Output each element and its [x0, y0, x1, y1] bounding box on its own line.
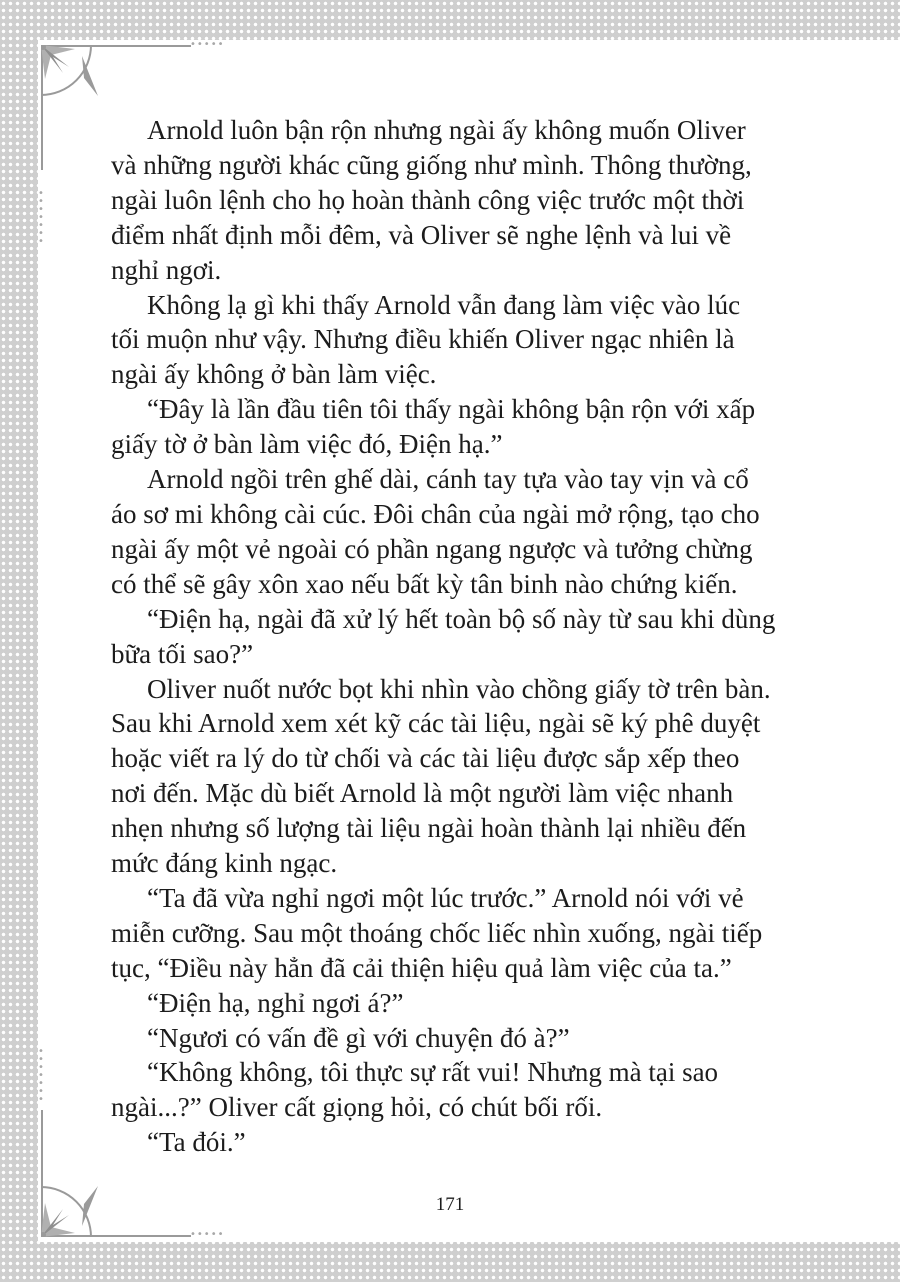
paragraph: “Ta đói.” [147, 1127, 246, 1158]
triangle-accent-top-icon [82, 56, 100, 102]
dot-trail-top: ••••• [190, 39, 225, 50]
paragraph: “Ngươi có vấn đề gì với chuyện đó à?” [147, 1022, 570, 1053]
paragraph: “Điện hạ, nghỉ ngơi á?” [147, 987, 404, 1018]
dot-trail-left-bottom: ••••••• [38, 1046, 44, 1105]
body-text [111, 113, 801, 1160]
paragraph: “Điện hạ, ngài đã xử lý hết toàn bộ số này từ sau khi dùng bữa tối sao?” [111, 603, 776, 669]
dot-trail-left-top: ••••••• [38, 188, 44, 247]
paragraph: “Đây là lần đầu tiên tôi thấy ngài không bận rộn với xấp giấy tờ ở bàn làm việc đó, Điện hạ.” [111, 394, 756, 460]
paragraph: “Ta đã vừa nghỉ ngơi một lúc trước.” Arnold nói với vẻ miễn cưỡng. Sau một thoáng chốc liếc nhìn xuống, ngài tiếp tục, “Điều này hẳn đã cải thiện hiệu quả làm việc của ta.” [111, 882, 763, 983]
paragraph: Oliver nuốt nước bọt khi nhìn vào chồng giấy tờ trên bàn. Sau khi Arnold xem xét kỹ các tài liệu, ngài sẽ ký phê duyệt hoặc viết ra lý do từ chối và các tài liệu được sắp xếp theo nơi đến. Mặc dù biết Arnold là một người làm việc nhanh nhẹn nhưng số lượng tài liệu ngài hoàn thành lại nhiều đến mức đáng kinh ngạc. [111, 673, 771, 879]
paragraph: Arnold luôn bận rộn nhưng ngài ấy không muốn Oliver và những người khác cũng giống như mình. Thông thường, ngài luôn lệnh cho họ hoàn thành công việc trước một thời điểm nhất định mỗi đêm, và Oliver sẽ nghe lệnh và lui về nghỉ ngơi. [111, 115, 752, 285]
paragraph: “Không không, tôi thực sự rất vui! Nhưng mà tại sao ngài...?” Oliver cất giọng hỏi, có chút bối rối. [111, 1057, 719, 1123]
page-number: 171 [435, 1194, 465, 1215]
paragraph: Không lạ gì khi thấy Arnold vẫn đang làm việc vào lúc tối muộn như vậy. Nhưng điều khiến Oliver ngạc nhiên là ngài ấy không ở bàn làm việc. [111, 289, 741, 390]
paragraph: Arnold ngồi trên ghế dài, cánh tay tựa vào tay vịn và cổ áo sơ mi không cài cúc. Đôi chân của ngài mở rộng, tạo cho ngài ấy một vẻ ngoài có phần ngang ngược và tưởng chừng có thể sẽ gây xôn xao nếu bất kỳ tân binh nào chứng kiến. [111, 464, 760, 599]
dot-trail-bottom: ••••• [190, 1229, 225, 1240]
